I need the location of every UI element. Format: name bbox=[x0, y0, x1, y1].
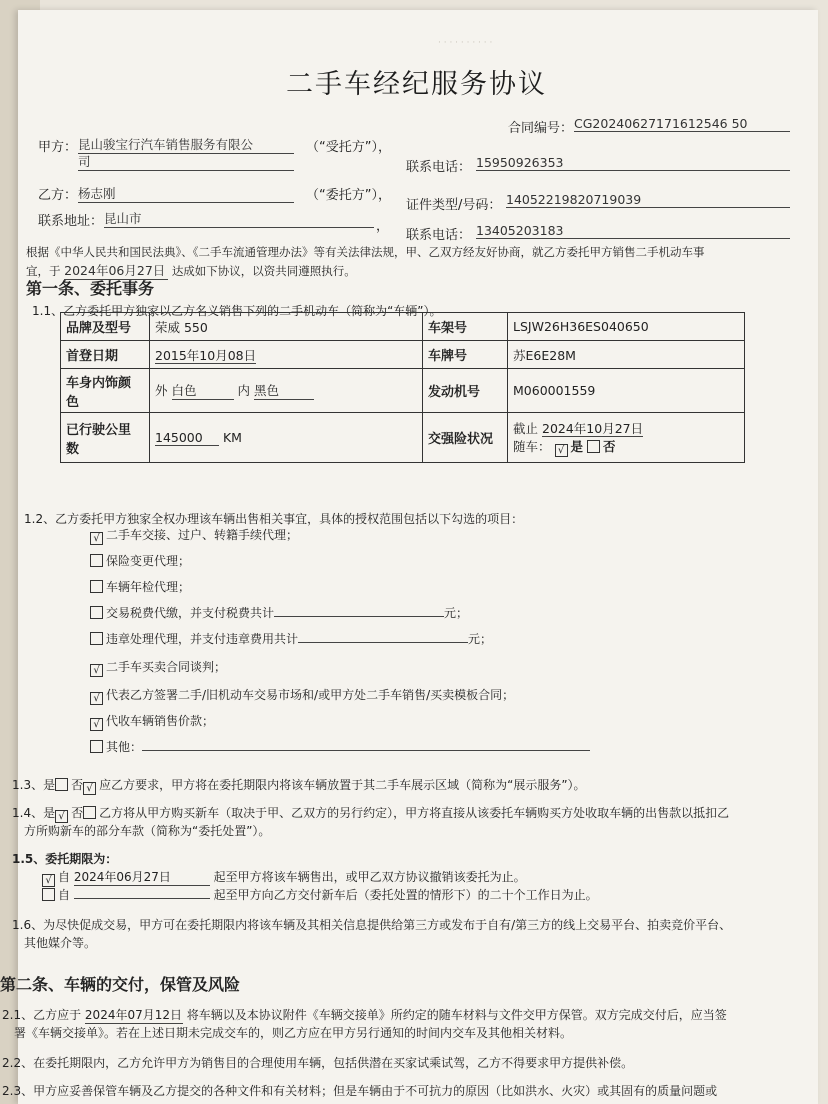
option-2-checkbox[interactable] bbox=[90, 554, 103, 567]
option-row-7 bbox=[90, 686, 514, 705]
party-a-phone-label: 联系电话： bbox=[406, 160, 472, 175]
section2-heading: 第二条、车辆的交付，保管及风险 bbox=[0, 975, 241, 994]
document-page bbox=[0, 10, 818, 1104]
option-row-8 bbox=[90, 712, 214, 731]
clause-1-3-yes-checkbox[interactable] bbox=[55, 778, 68, 791]
vin-label: 车架号 bbox=[423, 313, 508, 341]
clause-1-3-no-checkbox[interactable]: √ bbox=[83, 782, 96, 795]
option-row-6 bbox=[90, 658, 226, 677]
clause-1-4-text: 乙方将从甲方购买新车（取决于甲、乙双方的另行约定），甲方将直接从该委托车辆购买方处收取车辆的出售款以抵扣乙 bbox=[99, 806, 730, 820]
mileage-value: 145000 bbox=[155, 430, 219, 446]
clause-2-3: 2.3、甲方应妥善保管车辆及乙方提交的各种文件和有关材料；但是车辆由于不可抗力的原因（比如洪水、火灾）或其固有的质量问题或 bbox=[2, 1084, 718, 1098]
clause-1-4-num: 1.4、是 bbox=[12, 806, 56, 820]
option-5-label: 违章处理代理，并支付违章费用共计 bbox=[106, 632, 299, 646]
insurance-no-label: 否 bbox=[603, 438, 616, 454]
color-in-prefix: 内 bbox=[237, 383, 250, 398]
insurance-label: 交强险状况 bbox=[423, 413, 508, 463]
engine-value: M060001559 bbox=[508, 369, 745, 413]
section1-heading: 第一条、委托事务 bbox=[26, 279, 155, 298]
term-option-1-date: 2024年06月27日 bbox=[74, 868, 210, 886]
plate-value: 苏E6E28M bbox=[508, 341, 745, 369]
term-option-2-blank[interactable] bbox=[74, 886, 210, 899]
clause-1-4-line2: 方所购新车的部分车款（简称为“委托处置”）。 bbox=[24, 824, 271, 838]
party-a-role: （“受托方”）， bbox=[306, 140, 391, 155]
party-b-name: 杨志刚 bbox=[78, 184, 294, 203]
contract-no-text: CG20240627171612546 50 bbox=[574, 116, 748, 131]
clause-1-1: 1.1、乙方委托甲方独家以乙方名义销售下列的二手机动车（简称为“车辆”）。 bbox=[32, 304, 442, 318]
party-b-phone: 13405203183 bbox=[476, 223, 790, 239]
insurance-yes-checkbox[interactable]: √ bbox=[555, 444, 568, 457]
term-option-2-text: 起至甲方向乙方交付新车后（委托处置的情形下）的二十个工作日为止。 bbox=[213, 888, 598, 902]
party-b-address: 昆山市 bbox=[104, 209, 374, 228]
mileage-label bbox=[61, 413, 150, 463]
reg-date-cell bbox=[150, 341, 423, 369]
option-9-blank[interactable] bbox=[142, 738, 590, 751]
option-3-label: 车辆年检代理； bbox=[106, 580, 191, 594]
option-3-checkbox[interactable] bbox=[90, 580, 103, 593]
term-option-1-text: 起至甲方将该车辆售出，或甲乙双方协议撤销该委托为止。 bbox=[213, 870, 526, 884]
color-cell bbox=[150, 369, 423, 413]
color-label-line1: 车身内饰颜 bbox=[66, 375, 132, 391]
color-out: 白色 bbox=[172, 381, 234, 400]
clause-1-3-num: 1.3、是 bbox=[12, 778, 56, 792]
clause-1-4-no: 否 bbox=[71, 806, 84, 820]
insurance-follow-row bbox=[513, 437, 739, 457]
option-row-1 bbox=[90, 526, 298, 545]
option-1-label: 二手车交接、过户、转籍手续代理； bbox=[106, 528, 299, 542]
insurance-cell bbox=[508, 413, 745, 463]
option-5-suffix: 元； bbox=[468, 632, 493, 646]
option-row-3 bbox=[90, 578, 190, 595]
term-option-2-checkbox[interactable] bbox=[42, 888, 55, 901]
clause-2-1-line2: 署《车辆交接单》。若在上述日期未完成交车的，则乙方应在甲方另行通知的时间内交车及其他相关材料。 bbox=[14, 1026, 573, 1040]
option-row-4 bbox=[90, 604, 468, 621]
preamble-date: 2024年06月27日 bbox=[64, 261, 168, 280]
option-row-2 bbox=[90, 552, 190, 569]
option-7-checkbox[interactable]: √ bbox=[90, 692, 103, 705]
clause-1-6-line1: 1.6、为尽快促成交易，甲方可在委托期限内将该车辆及其相关信息提供给第三方或发布于自有/第三方的线上交易平台、拍卖竞价平台、 bbox=[12, 918, 732, 932]
party-a-phone: 15950926353 bbox=[476, 155, 790, 171]
preamble-line1: 根据《中华人民共和国民法典》、《二手车流通管理办法》等有关法律法规，甲、乙双方经友好协商，就乙方委托甲方销售二手机动车事 bbox=[26, 245, 705, 259]
option-6-checkbox[interactable]: √ bbox=[90, 664, 103, 677]
reg-date-value: 2015年10月08日 bbox=[155, 347, 257, 363]
document-title: 二手车经纪服务协议 bbox=[286, 69, 547, 100]
clause-1-6-line2: 其他媒介等。 bbox=[24, 936, 97, 950]
clause-2-1-date: 2024年07月12日 bbox=[84, 1008, 183, 1022]
party-b-phone-label: 联系电话： bbox=[406, 228, 472, 243]
clause-2-2: 2.2、在委托期限内，乙方允许甲方为销售目的合理使用车辆，包括供潜在买家试乘试驾，乙方不得要求甲方提供补偿。 bbox=[2, 1056, 634, 1070]
vin-value: LSJW26H36ES040650 bbox=[508, 313, 745, 341]
reg-date-label: 首登日期 bbox=[61, 341, 150, 369]
color-label bbox=[61, 369, 150, 413]
mileage-label-line2: 数 bbox=[66, 441, 80, 457]
insurance-until-prefix: 截止 bbox=[513, 420, 539, 436]
bleed-through-text: · · · · · · · · · · bbox=[438, 38, 493, 48]
option-9-checkbox[interactable] bbox=[90, 740, 103, 753]
party-b-address-label: 联系地址： bbox=[38, 214, 104, 229]
color-in: 黑色 bbox=[254, 381, 314, 400]
clause-1-4-no-checkbox[interactable] bbox=[83, 806, 96, 819]
option-row-5 bbox=[90, 630, 492, 647]
party-a-label: 甲方： bbox=[38, 140, 78, 155]
insurance-until-row bbox=[513, 419, 739, 437]
party-b-id-label: 证件类型/号码： bbox=[406, 198, 502, 213]
term-option-2-prefix: 自 bbox=[58, 888, 71, 902]
comma-mark: ， bbox=[376, 219, 390, 234]
vehicle-info-table bbox=[60, 312, 745, 463]
clause-1-3-no: 否 bbox=[71, 778, 84, 792]
option-4-label: 交易税费代缴，并支付税费共计 bbox=[106, 606, 275, 620]
preamble-suffix: 达成如下协议，以资共同遵照执行。 bbox=[171, 264, 356, 278]
option-5-blank[interactable] bbox=[298, 630, 468, 643]
clause-1-5-heading: 1.5、委托期限为： bbox=[12, 852, 118, 866]
option-9-label: 其他： bbox=[106, 740, 143, 754]
term-option-1-checkbox[interactable]: √ bbox=[42, 874, 55, 887]
clause-1-2: 1.2、乙方委托甲方独家全权办理该车辆出售相关事宜，具体的授权范围包括以下勾选的项目： bbox=[24, 512, 524, 526]
clause-2-1 bbox=[2, 1006, 727, 1024]
option-1-checkbox[interactable]: √ bbox=[90, 532, 103, 545]
insurance-no-checkbox[interactable] bbox=[587, 440, 600, 453]
clause-2-1-text: 将车辆以及本协议附件《车辆交接单》所约定的随车材料与文件交甲方保管。双方完成交付后，应当签 bbox=[186, 1008, 727, 1022]
insurance-until-date: 2024年10月27日 bbox=[542, 420, 644, 436]
clause-1-5-option-1 bbox=[42, 868, 526, 887]
option-5-checkbox[interactable] bbox=[90, 632, 103, 645]
mileage-cell bbox=[150, 413, 423, 463]
contract-no-label: 合同编号： bbox=[508, 121, 574, 136]
clause-1-5-option-2 bbox=[42, 886, 598, 903]
clause-2-1-num: 2.1、乙方应于 bbox=[2, 1008, 82, 1022]
option-7-label: 代表乙方签署二手/旧机动车交易市场和/或甲方处二手车销售/买卖模板合同； bbox=[106, 688, 515, 702]
insurance-follow-label: 随车： bbox=[513, 438, 551, 454]
brand-value: 荣威 550 bbox=[150, 313, 423, 341]
party-b-label: 乙方： bbox=[38, 188, 78, 203]
plate-label: 车牌号 bbox=[423, 341, 508, 369]
term-option-1-prefix: 自 bbox=[58, 870, 71, 884]
party-b-role: （“委托方”）， bbox=[306, 188, 391, 203]
insurance-yes-label: 是 bbox=[570, 438, 584, 454]
mileage-unit: KM bbox=[222, 429, 242, 445]
contract-no-value bbox=[574, 116, 790, 132]
clause-1-3 bbox=[12, 776, 586, 795]
option-8-label: 代收车辆销售价款； bbox=[106, 714, 215, 728]
party-a-name-line2: 司 bbox=[78, 152, 294, 171]
option-8-checkbox[interactable]: √ bbox=[90, 718, 103, 731]
option-4-blank[interactable] bbox=[274, 604, 444, 617]
option-4-checkbox[interactable] bbox=[90, 606, 103, 619]
option-6-label: 二手车买卖合同谈判； bbox=[106, 660, 227, 674]
brand-label: 品牌及型号 bbox=[61, 313, 150, 341]
color-label-line2: 色 bbox=[66, 394, 80, 410]
preamble-prefix: 宜，于 bbox=[26, 264, 61, 278]
color-out-prefix: 外 bbox=[155, 383, 168, 398]
engine-label: 发动机号 bbox=[423, 369, 508, 413]
clause-1-4-yes-checkbox[interactable]: √ bbox=[55, 810, 68, 823]
party-a-name-line1: 昆山骏宝行汽车销售服务有限公 bbox=[78, 135, 294, 154]
mileage-label-line1: 已行驶公里 bbox=[66, 422, 132, 438]
option-4-suffix: 元； bbox=[444, 606, 469, 620]
party-b-id-no: 14052219820719039 bbox=[506, 192, 790, 208]
option-row-9 bbox=[90, 738, 590, 755]
clause-1-3-text: 应乙方要求，甲方将在委托期限内将该车辆放置于其二手车展示区域（简称为“展示服务”）。 bbox=[99, 778, 586, 792]
clause-1-4 bbox=[12, 804, 729, 823]
option-2-label: 保险变更代理； bbox=[106, 554, 191, 568]
